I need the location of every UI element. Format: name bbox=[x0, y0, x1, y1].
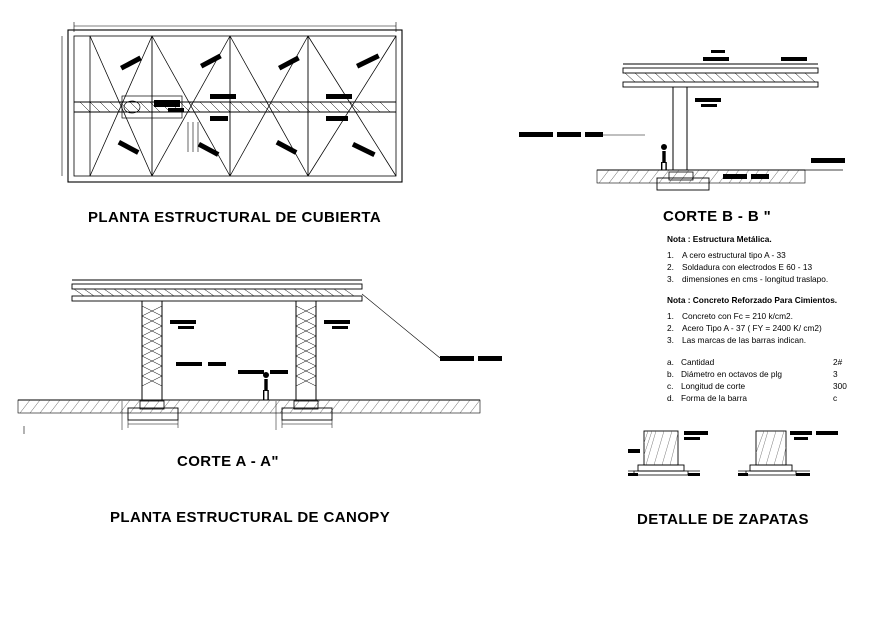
planta-cubierta-drawing bbox=[60, 22, 410, 197]
bar-value: 3 bbox=[833, 369, 838, 380]
note-text: dimensiones en cms - longitud traslapo. bbox=[682, 274, 829, 285]
bar-number: c. bbox=[667, 381, 674, 392]
note-item bbox=[667, 334, 867, 346]
title-corte-aa: CORTE A - A" bbox=[177, 453, 279, 470]
bar-label: Cantidad bbox=[681, 357, 715, 368]
title-planta-cubierta: PLANTA ESTRUCTURAL DE CUBIERTA bbox=[88, 209, 382, 226]
bar-value: 2# bbox=[833, 357, 843, 368]
bar-label: Forma de la barra bbox=[681, 393, 747, 404]
bar-number: d. bbox=[667, 393, 674, 404]
detalle-zapatas-drawing bbox=[628, 425, 848, 485]
bar-value: 300 bbox=[833, 381, 847, 392]
title-detalle-zapatas: DETALLE DE ZAPATAS bbox=[637, 511, 809, 528]
note-item bbox=[667, 261, 867, 273]
note-item bbox=[667, 273, 867, 285]
corte-bb-drawing bbox=[505, 30, 850, 200]
title-planta-canopy: PLANTA ESTRUCTURAL DE CANOPY bbox=[110, 509, 391, 526]
notes-concrete-header: Nota : Concreto Reforzado Para Cimientos. bbox=[667, 295, 838, 306]
bar-number: a. bbox=[667, 357, 674, 368]
note-item bbox=[667, 322, 867, 334]
note-number: 3. bbox=[667, 274, 674, 285]
note-number: 3. bbox=[667, 335, 674, 346]
notes-block bbox=[667, 233, 867, 411]
note-text: Acero Tipo A - 37 ( FY = 2400 K/ cm2) bbox=[682, 323, 822, 334]
bar-item bbox=[667, 356, 867, 368]
title-corte-bb: CORTE B - B " bbox=[663, 208, 772, 225]
notes-concrete-list bbox=[667, 310, 867, 346]
notes-bar-list bbox=[667, 356, 867, 404]
note-number: 2. bbox=[667, 323, 674, 334]
note-number: 1. bbox=[667, 311, 674, 322]
note-text: Las marcas de las barras indican. bbox=[682, 335, 807, 346]
note-text: Soldadura con electrodos E 60 - 13 bbox=[682, 262, 813, 273]
bar-label: Longitud de corte bbox=[681, 381, 746, 392]
note-item bbox=[667, 310, 867, 322]
corte-aa-drawing bbox=[10, 258, 510, 438]
bar-number: b. bbox=[667, 369, 674, 380]
note-item bbox=[667, 249, 867, 261]
note-number: 1. bbox=[667, 250, 674, 261]
bar-item bbox=[667, 392, 867, 404]
note-number: 2. bbox=[667, 262, 674, 273]
note-text: Concreto con Fc = 210 k/cm2. bbox=[682, 311, 793, 322]
bar-label: Diámetro en octavos de plg bbox=[681, 369, 783, 380]
notes-metal-header: Nota : Estructura Metálica. bbox=[667, 234, 772, 244]
bar-value: c bbox=[833, 393, 838, 404]
bar-item bbox=[667, 368, 867, 380]
bar-item bbox=[667, 380, 867, 392]
note-text: A cero estructural tipo A - 33 bbox=[682, 250, 786, 261]
notes-metal-list bbox=[667, 249, 867, 285]
